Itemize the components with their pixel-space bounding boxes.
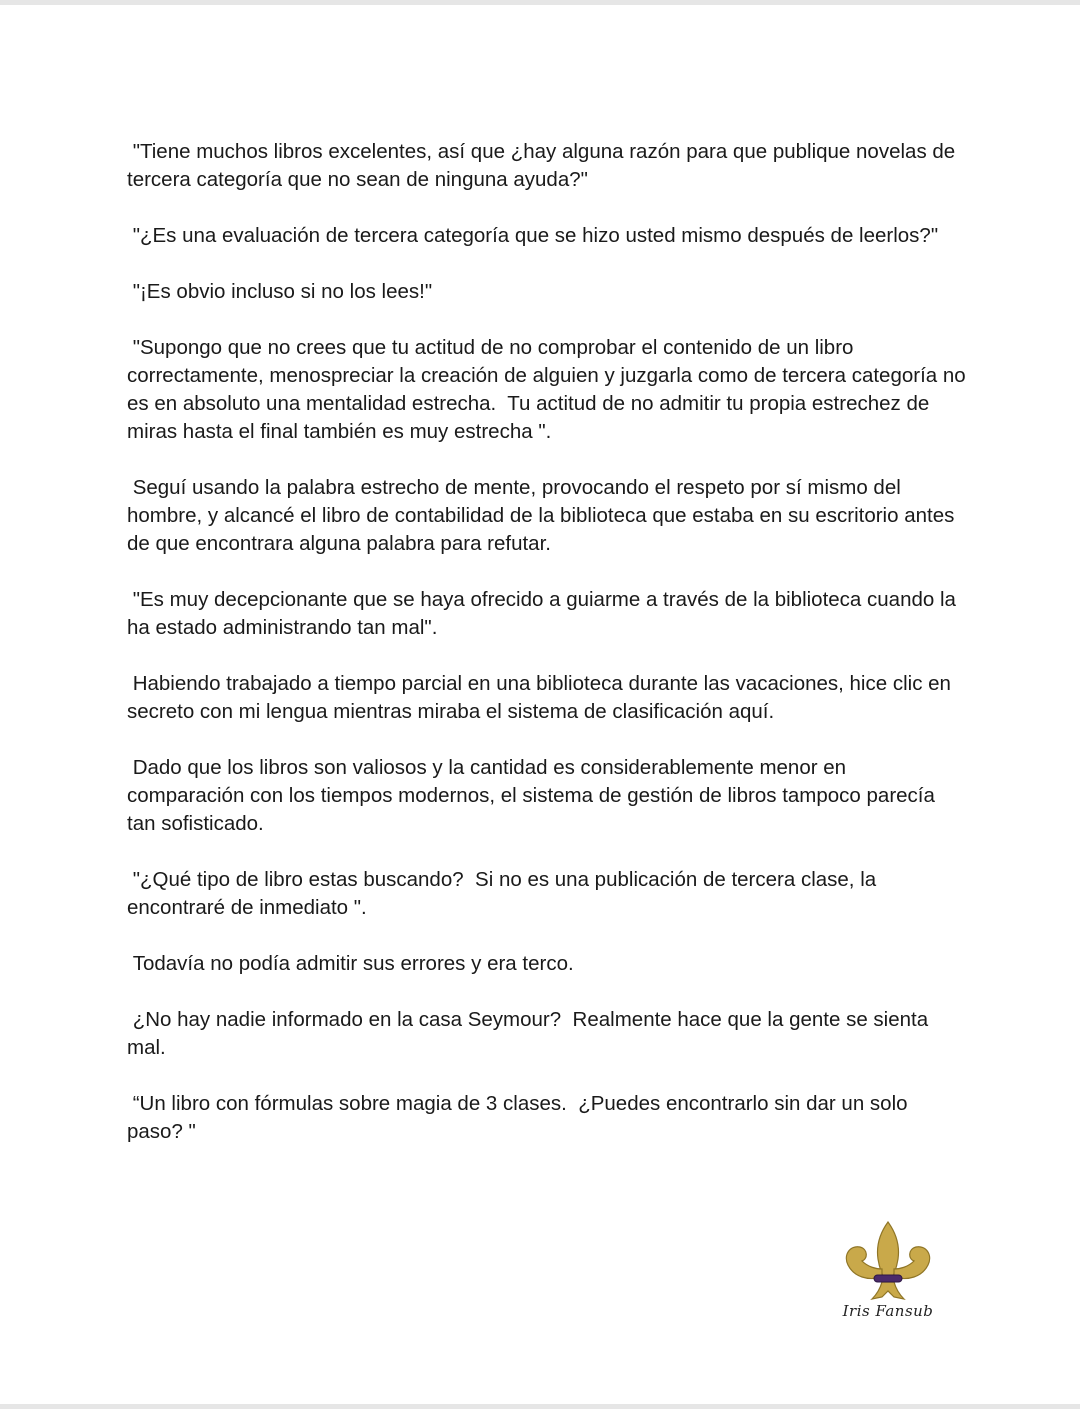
paragraph-5: Seguí usando la palabra estrecho de mente, provocando el respeto por sí mismo del hombre, y alcancé el libro de contabilidad de la biblioteca que estaba en su escritorio antes de que encontrara alguna palabra para refutar.	[127, 476, 961, 555]
iris-fansub-logo	[838, 1219, 938, 1329]
paragraph-9: "¿Qué tipo de libro estas buscando? Si no es una publicación de tercera clase, la encontraré de inmediato ".	[127, 868, 882, 919]
paragraph-4: "Supongo que no crees que tu actitud de no comprobar el contenido de un libro correctamente, menospreciar la creación de alguien y juzgarla como de tercera categoría no es en absoluto una mentalidad estrecha. Tu actitud de no admitir tu propia estrechez de miras hasta el final también es muy estrecha ".	[127, 336, 972, 443]
paragraph-3: "¡Es obvio incluso si no los lees!"	[127, 280, 433, 303]
paragraph-2: "¿Es una evaluación de tercera categoría que se hizo usted mismo después de leerlos?"	[127, 224, 939, 247]
fleur-de-lis-icon	[838, 1219, 938, 1301]
logo-text: Iris Fansub	[842, 1302, 934, 1320]
paragraph-10: Todavía no podía admitir sus errores y era terco.	[127, 952, 574, 975]
paragraph-8: Dado que los libros son valiosos y la cantidad es considerablemente menor en comparación con los tiempos modernos, el sistema de gestión de libros tampoco parecía tan sofisticado.	[127, 756, 941, 835]
paragraph-7: Habiendo trabajado a tiempo parcial en una biblioteca durante las vacaciones, hice clic en secreto con mi lengua mientras miraba el sistema de clasificación aquí.	[127, 672, 957, 723]
paragraph-12: “Un libro con fórmulas sobre magia de 3 clases. ¿Puedes encontrarlo sin dar un solo paso? "	[127, 1092, 914, 1143]
paragraph-6: "Es muy decepcionante que se haya ofrecido a guiarme a través de la biblioteca cuando la ha estado administrando tan mal".	[127, 588, 962, 639]
document-body	[127, 138, 972, 1174]
paragraph-1: "Tiene muchos libros excelentes, así que ¿hay alguna razón para que publique novelas de tercera categoría que no sean de ninguna ayuda?"	[127, 140, 961, 191]
paragraph-11: ¿No hay nadie informado en la casa Seymour? Realmente hace que la gente se sienta mal.	[127, 1008, 934, 1059]
